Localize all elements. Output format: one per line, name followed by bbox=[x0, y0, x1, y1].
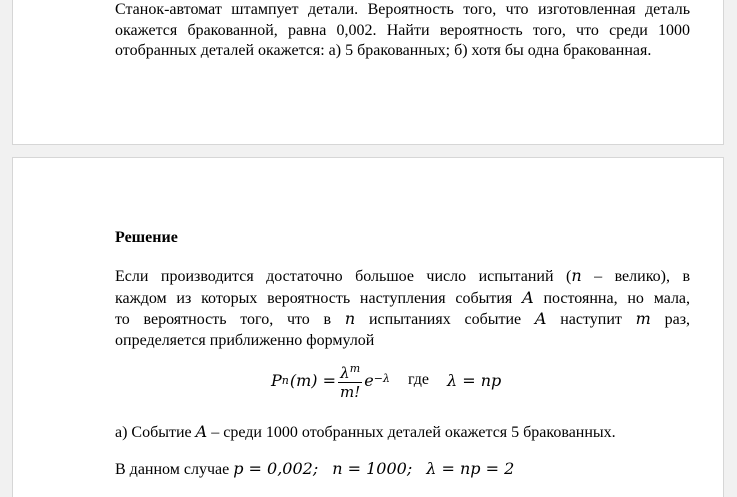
solution-heading: Решение bbox=[115, 229, 178, 246]
part-a-statement: а) Событие A – среди 1000 отобранных деталей окажется 5 бракованных. bbox=[115, 422, 616, 441]
intro-line-2: каждом из которых вероятность наступления события A постоянна, но мала, bbox=[115, 287, 691, 307]
given-values: В данном случае p = 0,002; n = 1000; λ = np = 2 bbox=[115, 459, 515, 478]
given-p: p = 0,002; bbox=[233, 459, 319, 478]
formula-e: e bbox=[364, 370, 374, 390]
formula-P: P bbox=[271, 370, 282, 390]
given-lambda: λ = np = 2 bbox=[426, 459, 515, 478]
page-fragment-solution bbox=[12, 157, 724, 497]
problem-line-3: отобранных деталей окажется: а) 5 бракованных; б) хотя бы одна бракованная. bbox=[115, 42, 652, 59]
intro-line-4: определяется приближенно формулой bbox=[115, 331, 375, 349]
intro-line-1: Если производится достаточно большое число испытаний (n – велико), в bbox=[115, 266, 691, 285]
var-A: A bbox=[522, 287, 534, 307]
solution-intro bbox=[115, 266, 690, 351]
var-n: n bbox=[344, 309, 356, 328]
problem-line-2: окажется бракованной, равна 0,002. Найти вероятность того, что среди 1000 bbox=[115, 21, 690, 39]
var-A: A bbox=[195, 422, 208, 441]
given-n: n = 1000; bbox=[332, 459, 413, 478]
formula-sub-n: n bbox=[281, 373, 289, 387]
formula-lambda-def: λ = np bbox=[446, 370, 502, 390]
formula-denominator: m! bbox=[340, 382, 361, 401]
intro-line-3: то вероятность того, что в n испытаниях событие A наступит m раз, bbox=[115, 309, 691, 328]
var-n: n bbox=[571, 266, 582, 285]
problem-statement bbox=[115, 0, 690, 62]
problem-line-1: Станок-автомат штампует детали. Вероятность того, что изготовленная деталь bbox=[115, 1, 690, 18]
poisson-formula bbox=[271, 356, 501, 404]
formula-fraction bbox=[338, 360, 362, 401]
formula-numerator: $\lambda^m$ bbox=[340, 361, 361, 382]
var-A: A bbox=[534, 309, 547, 328]
formula-where: где bbox=[407, 371, 429, 388]
page-fragment-top bbox=[12, 0, 724, 145]
formula-e-exponent: −λ bbox=[373, 371, 390, 385]
formula-arg: (m) = bbox=[289, 370, 337, 390]
var-m: m bbox=[635, 309, 651, 328]
